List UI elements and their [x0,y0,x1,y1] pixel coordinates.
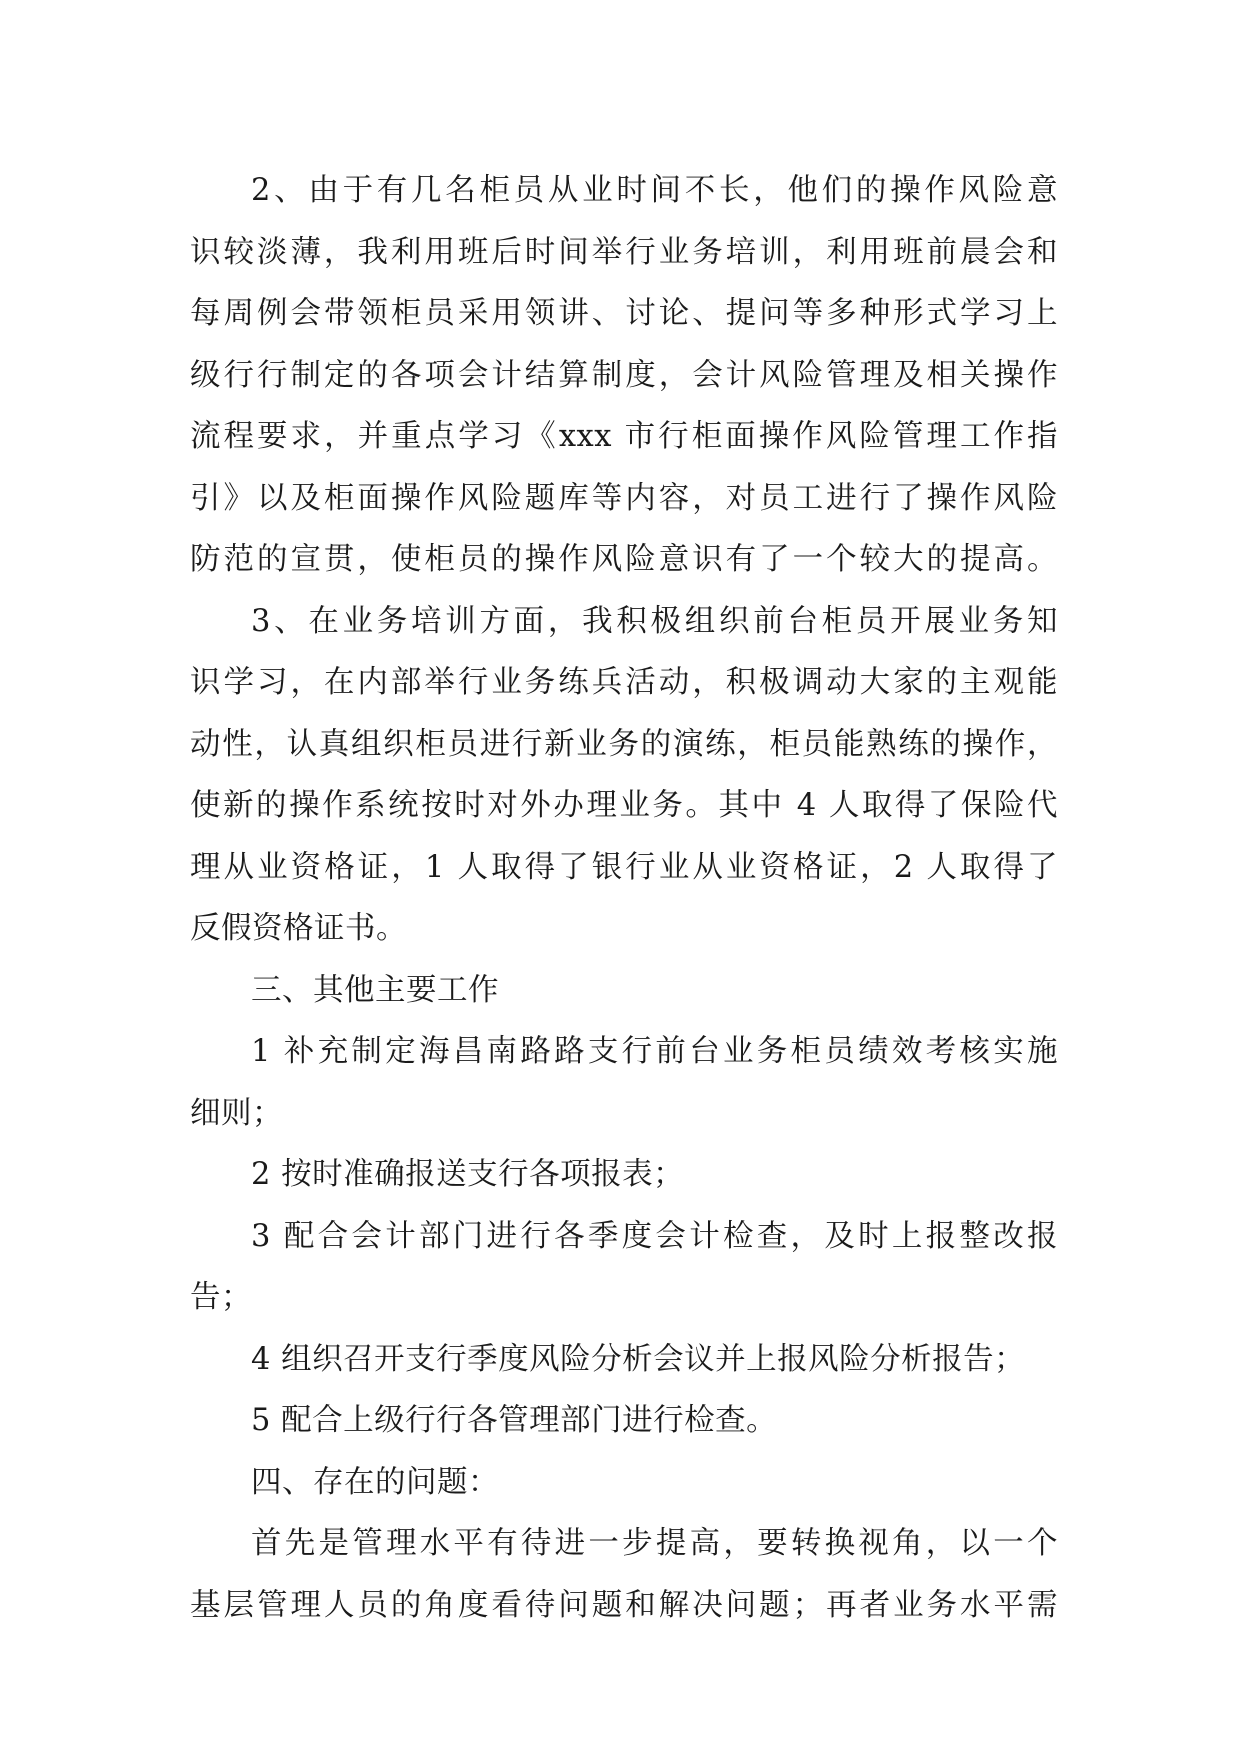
list-item-3 [190,1206,1058,1329]
text-line: 细则； [190,1095,283,1131]
text-line: 四、存在的问题： [251,1464,499,1500]
text-line: 3、在业务培训方面，我积极组织前台柜员开展业务知 [251,603,1058,639]
text-line: 理从业资格证，1 人取得了银行业从业资格证，2 人取得了 [190,849,1058,885]
text-line: 基层管理人员的角度看待问题和解决问题；再者业务水平需 [190,1587,1058,1623]
text-line: 流程要求，并重点学习《xxx 市行柜面操作风险管理工作指 [190,419,1058,454]
paragraph-operational-risk-training [190,160,1058,591]
list-item-5 [190,1390,1058,1452]
text-line: 动性，认真组织柜员进行新业务的演练，柜员能熟练的操作， [190,726,1058,762]
text-line: 使新的操作系统按时对外办理业务。其中 4 人取得了保险代 [190,788,1058,823]
paragraph-business-training [190,591,1058,960]
text-line: 2 按时准确报送支行各项报表； [251,1157,685,1192]
list-item-4 [190,1329,1058,1391]
text-line: 识学习，在内部举行业务练兵活动，积极调动大家的主观能 [190,665,1058,700]
text-line: 1 补充制定海昌南路路支行前台业务柜员绩效考核实施 [251,1034,1058,1069]
document-body [190,160,1058,1636]
text-line: 2、由于有几名柜员从业时间不长，他们的操作风险意 [251,173,1058,208]
text-line: 5 配合上级行行各管理部门进行检查。 [251,1403,778,1438]
text-line: 反假资格证书。 [190,911,407,946]
paragraph-problems [190,1513,1058,1636]
text-line: 引》以及柜面操作风险题库等内容，对员工进行了操作风险 [190,480,1058,516]
section-heading-other-work [190,960,1058,1022]
list-item-2 [190,1144,1058,1206]
text-line: 识较淡薄，我利用班后时间举行业务培训，利用班前晨会和 [190,234,1058,270]
text-line: 防范的宣贯，使柜员的操作风险意识有了一个较大的提高。 [190,542,1058,577]
text-line: 4 组织召开支行季度风险分析会议并上报风险分析报告； [251,1341,1026,1377]
text-line: 3 配合会计部门进行各季度会计检查，及时上报整改报 [251,1218,1058,1254]
text-line: 每周例会带领柜员采用领讲、讨论、提问等多种形式学习上 [190,296,1058,331]
text-line: 级行行制定的各项会计结算制度，会计风险管理及相关操作 [190,357,1058,393]
text-line: 告； [190,1280,252,1315]
text-line: 首先是管理水平有待进一步提高，要转换视角，以一个 [251,1526,1058,1561]
text-line: 三、其他主要工作 [251,972,499,1008]
section-heading-problems [190,1452,1058,1514]
list-item-1 [190,1021,1058,1144]
